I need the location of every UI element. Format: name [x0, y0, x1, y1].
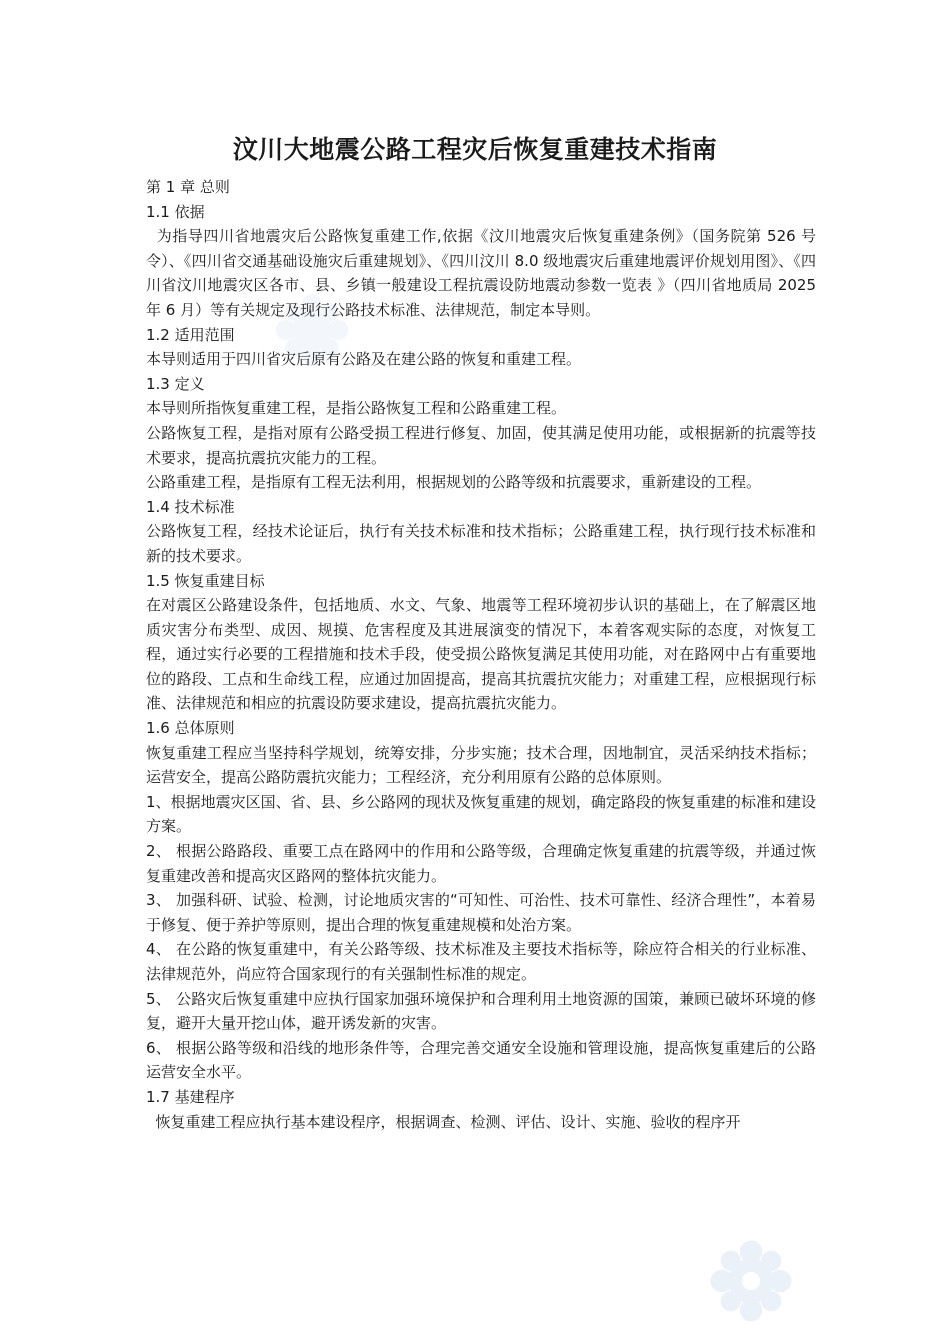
body-paragraph: 为指导四川省地震灾后公路恢复重建工作,依据《汶川地震灾后恢复重建条例》（国务院第 526 号令）、《四川省交通基础设施灾后重建规划》、《四川汶川 8.0 级地震灾后重建地震评价规划用图》、《四川省汶川地震灾区各市、县、乡镇一般建设工程抗震设防地震动参数一览表 》（四川省地质局 2025 年 6 月）等有关规定及现行公路技术标准、法律规范，制定本导则。: [146, 227, 821, 319]
chapter-heading: 第 1 章 总则: [146, 178, 230, 196]
body-paragraph: 本导则适用于四川省灾后原有公路及在建公路的恢复和重建工程。: [146, 350, 582, 369]
section-heading: 1.2 适用范围: [146, 325, 235, 344]
body-paragraph: 公路恢复工程，经技术论证后，执行有关技术标准和技术指标；公路重建工程，执行现行技术标准和新的技术要求。: [146, 522, 816, 565]
list-item: 1、根据地震灾区国、省、县、乡公路网的现状及恢复重建的规划，确定路段的恢复重建的标准和建设方案。: [146, 792, 816, 836]
section-heading: 1.1 依据: [146, 202, 205, 221]
list-item: 3、 加强科研、试验、检测，讨论地质灾害的“可知性、可治性、技术可靠性、经济合理性”，本着易于修复、便于养护等原则，提出合理的恢复重建规模和处治方案。: [146, 891, 816, 934]
list-item: 4、 在公路的恢复重建中，有关公路等级、技术标准及主要技术指标等，除应符合相关的行业标准、法律规范外，尚应符合国家现行的有关强制性标准的规定。: [146, 940, 816, 983]
watermark-emblem-icon: [706, 1236, 796, 1326]
document-body: [146, 175, 821, 1134]
body-paragraph: 本导则所指恢复重建工程，是指公路恢复工程和公路重建工程。: [146, 399, 567, 418]
body-paragraph: 公路重建工程，是指原有工程无法利用，根据规划的公路等级和抗震要求，重新建设的工程。: [146, 473, 762, 492]
body-paragraph: 在对震区公路建设条件，包括地质、水文、气象、地震等工程环境初步认识的基础上，在了解震区地质灾害分布类型、成因、规摸、危害程度及其进展演变的情况下，本着客观实际的态度，对恢复工程，通过实行必要的工程措施和技术手段，使受损公路恢复满足其使用功能，对在路网中占有重要地位的路段、工点和生命线工程，应通过加固提高，提高其抗震抗灾能力；对重建工程，应根据现行标准、法律规范和相应的抗震设防要求建设，提高抗震抗灾能力。: [146, 596, 816, 713]
document-title: 汶川大地震公路工程灾后恢复重建技术指南: [232, 135, 718, 164]
list-item: 5、 公路灾后恢复重建中应执行国家加强环境保护和合理利用土地资源的国策，兼顾已破坏环境的修复，避开大量开挖山体，避开诱发新的灾害。: [146, 989, 816, 1033]
list-item: 6、 根据公路等级和沿线的地形条件等，合理完善交通安全设施和管理设施，提高恢复重建后的公路运营安全水平。: [146, 1038, 816, 1082]
list-item: 2、 根据公路路段、重要工点在路网中的作用和公路等级，合理确定恢复重建的抗震等级，并通过恢复重建改善和提高灾区路网的整体抗灾能力。: [146, 842, 816, 885]
section-heading: 1.7 基建程序: [146, 1087, 235, 1106]
body-paragraph: 恢复重建工程应执行基本建设程序，根据调查、检测、评估、设计、实施、验收的程序开: [146, 1112, 741, 1131]
section-heading: 1.3 定义: [146, 374, 205, 393]
section-heading: 1.5 恢复重建目标: [146, 571, 265, 590]
section-heading: 1.4 技术标准: [146, 497, 235, 516]
body-paragraph: 公路恢复工程，是指对原有公路受损工程进行修复、加固，使其满足使用功能，或根据新的抗震等技术要求，提高抗震抗灾能力的工程。: [146, 423, 816, 467]
body-paragraph: 恢复重建工程应当坚持科学规划，统筹安排，分步实施；技术合理，因地制宜，灵活采纳技术指标；运营安全，提高公路防震抗灾能力；工程经济，充分利用原有公路的总体原则。: [146, 743, 816, 787]
section-heading: 1.6 总体原则: [146, 719, 235, 738]
